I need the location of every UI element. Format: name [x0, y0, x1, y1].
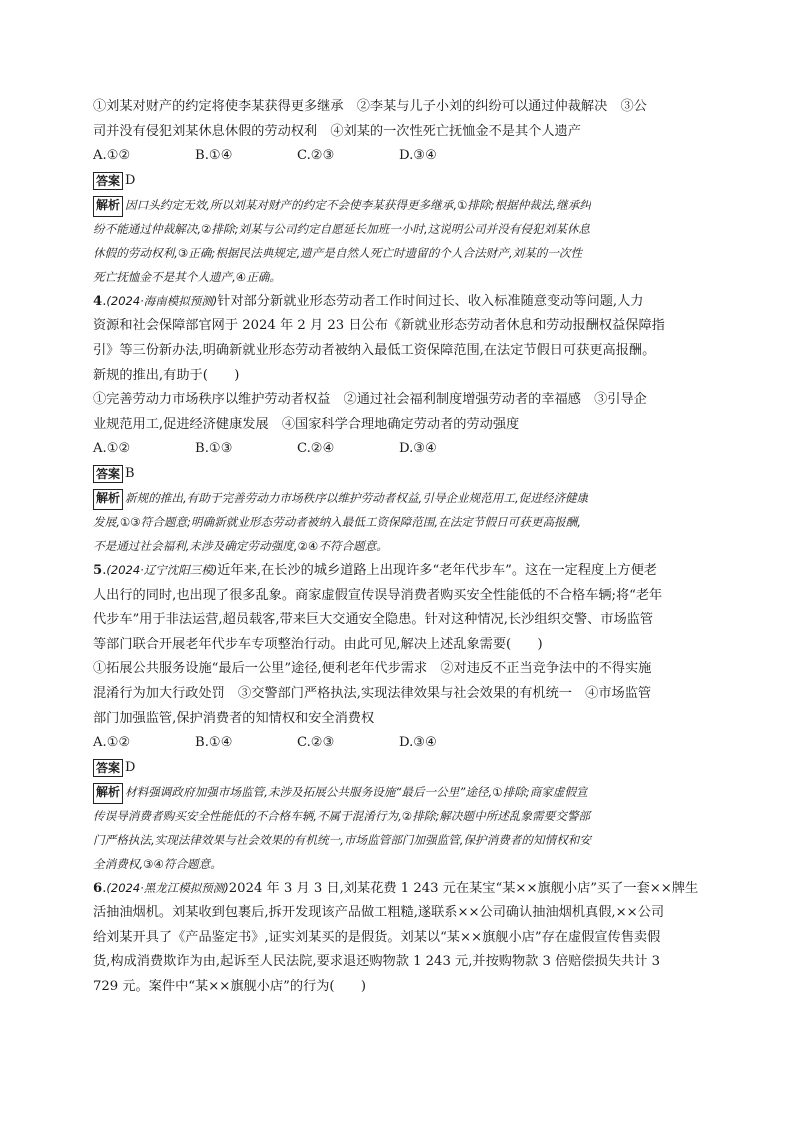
option-d[interactable]: D.③④ — [399, 441, 437, 457]
question-stem-line: 货,构成消费欺诈为由,起诉至人民法院,要求退还购物款 1 243 元,并按购物款 3 倍赔偿损失共计 3 — [93, 954, 661, 970]
answer-label: 答案 — [93, 172, 123, 190]
option-a[interactable]: A.①② — [93, 148, 131, 164]
explanation-label: 解析 — [93, 489, 123, 510]
answer-row — [93, 462, 703, 486]
question-3 — [93, 95, 703, 289]
stem-text: 2024 年 3 月 3 日,刘某花费 1 243 元在某宝“某××旗舰小店”买了一套××牌生 — [228, 880, 699, 896]
option-a[interactable]: A.①② — [93, 441, 131, 457]
stem-text: 针对部分新就业形态劳动者工作时间过长、收入标准随意变动等问题,人力 — [217, 293, 644, 309]
question-number: 4 — [93, 293, 103, 309]
option-b[interactable]: B.①④ — [195, 148, 233, 164]
explanation-line: 传误导消费者购买安全性能低的不合格车辆,不属于混淆行为,②排除;解决题中所述乱象需要交警部 — [93, 808, 591, 823]
answer-label: 答案 — [93, 465, 123, 483]
question-stem-line: 人出行的同时,也出现了很多乱象。商家虚假宣传误导消费者购买安全性能低的不合格车辆;将“老年 — [93, 587, 663, 603]
question-source: (2024·黑龙江模拟预测) — [106, 880, 229, 895]
page-content — [93, 95, 703, 1000]
answer-row — [93, 756, 703, 780]
options-row — [93, 144, 703, 169]
explanation-label: 解析 — [93, 196, 123, 217]
question-number: 5 — [93, 562, 103, 578]
question-stem-line: 4.(2024·海南模拟预测)针对部分新就业形态劳动者工作时间过长、收入标准随意变动等问题,人力 — [93, 293, 644, 309]
statement-line: 混淆行为加大行政处罚 ③交警部门严格执法,实现法律效果与社会效果的有机统一 ④市场监管 — [93, 685, 652, 701]
option-c[interactable]: C.②③ — [297, 735, 335, 751]
option-b[interactable]: B.①③ — [195, 441, 233, 457]
question-stem-line: 资源和社会保障部官网于 2024 年 2 月 23 日公布《新就业形态劳动者休息和劳动报酬权益保障指 — [93, 318, 665, 334]
option-a[interactable]: A.①② — [93, 735, 131, 751]
answer-label: 答案 — [93, 759, 123, 777]
explanation-row — [93, 486, 703, 510]
answer-value: B — [125, 465, 135, 481]
answer-value: D — [125, 759, 136, 775]
statement-line: 业规范用工,促进经济健康发展 ④国家科学合理地确定劳动者的劳动强度 — [93, 416, 520, 432]
explanation-line: 因口头约定无效,所以刘某对财产的约定不会使李某获得更多继承,①排除;根据仲裁法,继承纠 — [125, 197, 591, 212]
stem-text: 近年来,在长沙的城乡道路上出现许多“老年代步车”。这在一定程度上方便老 — [217, 562, 657, 578]
explanation-line: 发展,①③符合题意;明确新就业形态劳动者被纳入最低工资保障范围,在法定节假日可获更高报酬, — [93, 514, 581, 529]
explanation-line: 材料强调政府加强市场监管,未涉及拓展公共服务设施“最后一公里”途径,①排除;商家虚假宣 — [125, 784, 588, 799]
option-b[interactable]: B.①④ — [195, 735, 233, 751]
question-stem-line: 给刘某开具了《产品鉴定书》,证实刘某买的是假货。刘某以“某××旗舰小店”存在虚假宣传售卖假 — [93, 929, 661, 945]
explanation-line: 新规的推出,有助于完善劳动力市场秩序以维护劳动者权益,引导企业规范用工,促进经济健康 — [125, 490, 589, 505]
statement-line: ①拓展公共服务设施“最后一公里”途径,便利老年代步需求 ②对违反不正当竞争法中的不得实施 — [93, 661, 652, 677]
option-c[interactable]: C.②③ — [297, 148, 335, 164]
statement-line: 部门加强监管,保护消费者的知情权和安全消费权 — [93, 710, 375, 726]
question-stem-line: 活抽油烟机。刘某收到包裹后,拆开发现该产品做工粗糙,遂联系××公司确认抽油烟机真假,××公司 — [93, 905, 665, 921]
statement-line: 司并没有侵犯刘某休息休假的劳动权利 ④刘某的一次性死亡抚恤金不是其个人遗产 — [93, 123, 581, 139]
statement-line: ①完善劳动力市场秩序以维护劳动者权益 ②通过社会福利制度增强劳动者的幸福感 ③引导企 — [93, 392, 647, 408]
options-row — [93, 731, 703, 756]
question-stem-line: 新规的推出,有助于( ) — [93, 367, 240, 383]
explanation-line: 全消费权,③④符合题意。 — [93, 856, 222, 871]
option-d[interactable]: D.③④ — [399, 148, 437, 164]
question-6 — [93, 876, 703, 1000]
question-source: (2024·海南模拟预测) — [106, 293, 218, 308]
options-row — [93, 437, 703, 462]
explanation-line: 不是通过社会福利,未涉及确定劳动强度,②④不符合题意。 — [93, 538, 388, 553]
question-stem-line: 等部门联合开展老年代步车专项整治行动。由此可见,解决上述乱象需要( ) — [93, 636, 543, 652]
question-stem-line: 6.(2024·黑龙江模拟预测)2024 年 3 月 3 日,刘某花费 1 243 元在某宝“某××旗舰小店”买了一套××牌生 — [93, 880, 699, 896]
question-stem-line: 729 元。案件中“某××旗舰小店”的行为( ) — [93, 979, 367, 995]
question-source: (2024·辽宁沈阳三模) — [106, 562, 218, 577]
statement-line: ①刘某对财产的约定将使李某获得更多继承 ②李某与儿子小刘的纠纷可以通过仲裁解决 ③公 — [93, 99, 647, 114]
explanation-label: 解析 — [93, 783, 123, 804]
explanation-line: 死亡抚恤金不是其个人遗产,④正确。 — [93, 269, 281, 284]
question-number: 6 — [93, 880, 103, 896]
option-c[interactable]: C.②④ — [297, 441, 335, 457]
question-5 — [93, 558, 703, 876]
explanation-line: 纷不能通过仲裁解决,②排除;刘某与公司约定自愿延长加班一小时,这说明公司并没有侵犯刘某休息 — [93, 221, 591, 236]
question-stem-line: 引》等三份新办法,明确新就业形态劳动者被纳入最低工资保障范围,在法定节假日可获更高报酬。 — [93, 342, 656, 358]
answer-row — [93, 169, 703, 193]
answer-value: D — [125, 172, 136, 188]
question-4 — [93, 289, 703, 558]
explanation-row — [93, 780, 703, 804]
explanation-line: 门严格执法,实现法律效果与社会效果的有机统一,市场监管部门加强监管,保护消费者的知情权和安 — [93, 832, 591, 847]
question-stem-line: 代步车”用于非法运营,超员载客,带来巨大交通安全隐患。针对这种情况,长沙组织交警、市场监管 — [93, 612, 654, 628]
question-stem-line: 5.(2024·辽宁沈阳三模)近年来,在长沙的城乡道路上出现许多“老年代步车”。这在一定程度上方便老 — [93, 562, 657, 578]
explanation-row — [93, 193, 703, 217]
option-d[interactable]: D.③④ — [399, 735, 437, 751]
explanation-line: 休假的劳动权利,③正确;根据民法典规定,遗产是自然人死亡时遗留的个人合法财产,刘某的一次性 — [93, 245, 583, 260]
